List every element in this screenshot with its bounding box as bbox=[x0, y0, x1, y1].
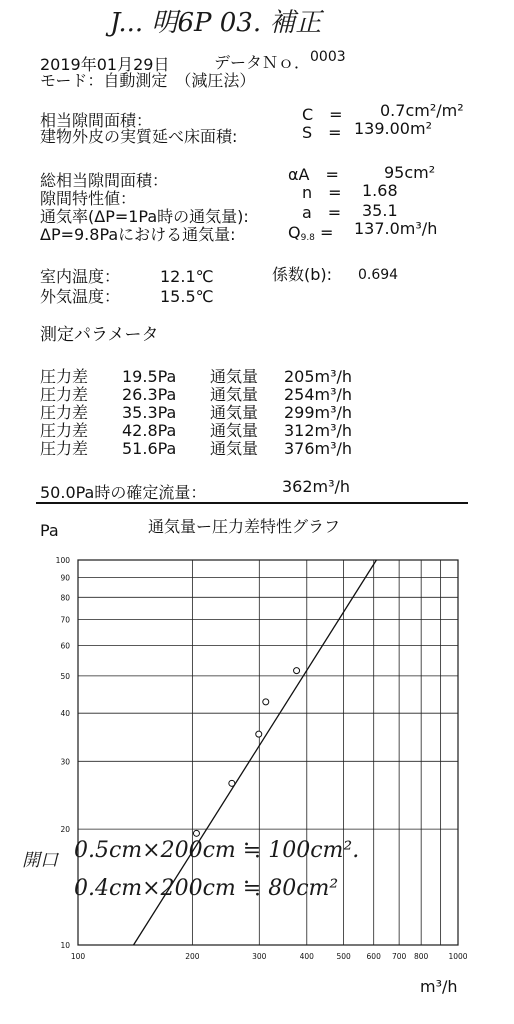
param-flow-label: 通気量 bbox=[210, 385, 259, 404]
param-pressure-label: 圧力差 bbox=[40, 367, 89, 386]
param-pressure-label: 圧力差 bbox=[40, 403, 89, 422]
q-equals: = bbox=[320, 223, 334, 242]
param-flow-value: 299m³/h bbox=[284, 403, 353, 422]
n-value: 1.68 bbox=[362, 181, 398, 200]
x-tick-label: 300 bbox=[252, 952, 267, 961]
data-point bbox=[193, 830, 199, 836]
param-pressure-value: 26.3Pa bbox=[122, 385, 177, 404]
chart-ylabel: Pa bbox=[40, 521, 59, 540]
handwritten-note-2: 0.4cm×200cm ≒ 80cm² bbox=[74, 876, 339, 901]
q-subscript: 9.8 bbox=[300, 233, 315, 243]
param-pressure-value: 35.3Pa bbox=[122, 403, 177, 422]
a-value: 35.1 bbox=[362, 201, 398, 220]
s-symbol: S = bbox=[302, 123, 342, 142]
aa-value: 95cm² bbox=[384, 163, 436, 182]
param-flow-label: 通気量 bbox=[210, 403, 259, 422]
indoor-temp-label: 室内温度： bbox=[40, 267, 121, 286]
y-tick-label: 100 bbox=[55, 556, 70, 565]
q-letter: Q bbox=[288, 223, 301, 242]
data-point bbox=[263, 699, 269, 705]
coefficient-b-label: 係数(b): bbox=[272, 265, 333, 284]
x-tick-label: 400 bbox=[299, 952, 314, 961]
aa-symbol: αA = bbox=[288, 165, 339, 184]
param-pressure-label: 圧力差 bbox=[40, 421, 89, 440]
params-title: 測定パラメータ bbox=[40, 325, 159, 345]
x-tick-label: 600 bbox=[366, 952, 381, 961]
param-flow-value: 376m³/h bbox=[284, 439, 353, 458]
a-symbol: a = bbox=[302, 203, 342, 222]
handwritten-opening-label: 開口 bbox=[22, 850, 58, 871]
y-tick-label: 50 bbox=[60, 671, 70, 681]
y-tick-label: 90 bbox=[60, 573, 70, 583]
data-point bbox=[294, 668, 300, 674]
mode: モード：自動測定 （減圧法） bbox=[40, 71, 256, 90]
y-tick-label: 80 bbox=[60, 593, 70, 603]
y-tick-label: 70 bbox=[60, 615, 70, 625]
a-label: 通気率(ΔP=1Pa時の通気量): bbox=[40, 207, 249, 226]
pressure-flow-chart bbox=[0, 540, 514, 1000]
chart-xlabel: m³/h bbox=[420, 977, 458, 996]
param-flow-label: 通気量 bbox=[210, 439, 259, 458]
q-value: 137.0m³/h bbox=[354, 219, 438, 238]
data-point bbox=[256, 731, 262, 737]
x-tick-label: 800 bbox=[414, 952, 429, 961]
aa-label: 総相当隙間面積： bbox=[40, 171, 169, 190]
x-tick-label: 200 bbox=[185, 952, 200, 961]
x-tick-label: 700 bbox=[391, 952, 407, 961]
y-tick-label: 40 bbox=[60, 709, 70, 719]
q-symbol bbox=[288, 224, 333, 247]
outdoor-temp-label: 外気温度： bbox=[40, 287, 121, 306]
coefficient-b-value: 0.694 bbox=[358, 267, 399, 283]
data-point bbox=[229, 780, 235, 786]
param-pressure-label: 圧力差 bbox=[40, 385, 89, 404]
c-value: 0.7cm²/m² bbox=[380, 101, 464, 120]
data-no: 0003 bbox=[310, 49, 346, 65]
data-no-label: データＮｏ． bbox=[214, 53, 311, 72]
s-label: 建物外皮の実質延べ床面積: bbox=[40, 127, 238, 146]
y-tick-label: 20 bbox=[60, 825, 70, 835]
param-flow-label: 通気量 bbox=[210, 367, 259, 386]
confirmed-flow-value: 362m³/h bbox=[282, 477, 351, 496]
param-pressure-value: 19.5Pa bbox=[122, 367, 177, 386]
n-label: 隙間特性値： bbox=[40, 189, 137, 208]
q-label: ΔP=9.8Paにおける通気量: bbox=[40, 225, 236, 244]
c-label: 相当隙間面積： bbox=[40, 111, 153, 130]
outdoor-temp-value: 15.5℃ bbox=[160, 287, 214, 306]
param-pressure-value: 51.6Pa bbox=[122, 439, 177, 458]
y-tick-label: 10 bbox=[60, 941, 70, 950]
chart-title: 通気量ー圧力差特性グラフ bbox=[148, 517, 341, 536]
handwritten-note-1: 0.5cm×200cm ≒ 100cm². bbox=[74, 838, 360, 863]
param-pressure-label: 圧力差 bbox=[40, 439, 89, 458]
param-flow-value: 205m³/h bbox=[284, 367, 353, 386]
n-symbol: n = bbox=[302, 183, 342, 202]
x-tick-label: 100 bbox=[70, 952, 86, 961]
handwritten-title: J... 明6P 03. 補正 bbox=[110, 8, 322, 38]
confirmed-flow-label: 50.0Pa時の確定流量： bbox=[40, 483, 207, 502]
param-flow-value: 254m³/h bbox=[284, 385, 353, 404]
indoor-temp-value: 12.1℃ bbox=[160, 267, 214, 286]
y-tick-label: 30 bbox=[60, 757, 70, 767]
x-tick-label: 500 bbox=[336, 952, 351, 961]
divider-line bbox=[36, 502, 468, 504]
s-value: 139.00m² bbox=[354, 119, 432, 138]
y-tick-label: 60 bbox=[60, 641, 70, 651]
param-flow-label: 通気量 bbox=[210, 421, 259, 440]
c-symbol: C = bbox=[302, 105, 343, 124]
date: 2019年01月29日 bbox=[40, 55, 170, 74]
x-tick-label: 1000 bbox=[448, 952, 468, 961]
param-pressure-value: 42.8Pa bbox=[122, 421, 177, 440]
param-flow-value: 312m³/h bbox=[284, 421, 353, 440]
